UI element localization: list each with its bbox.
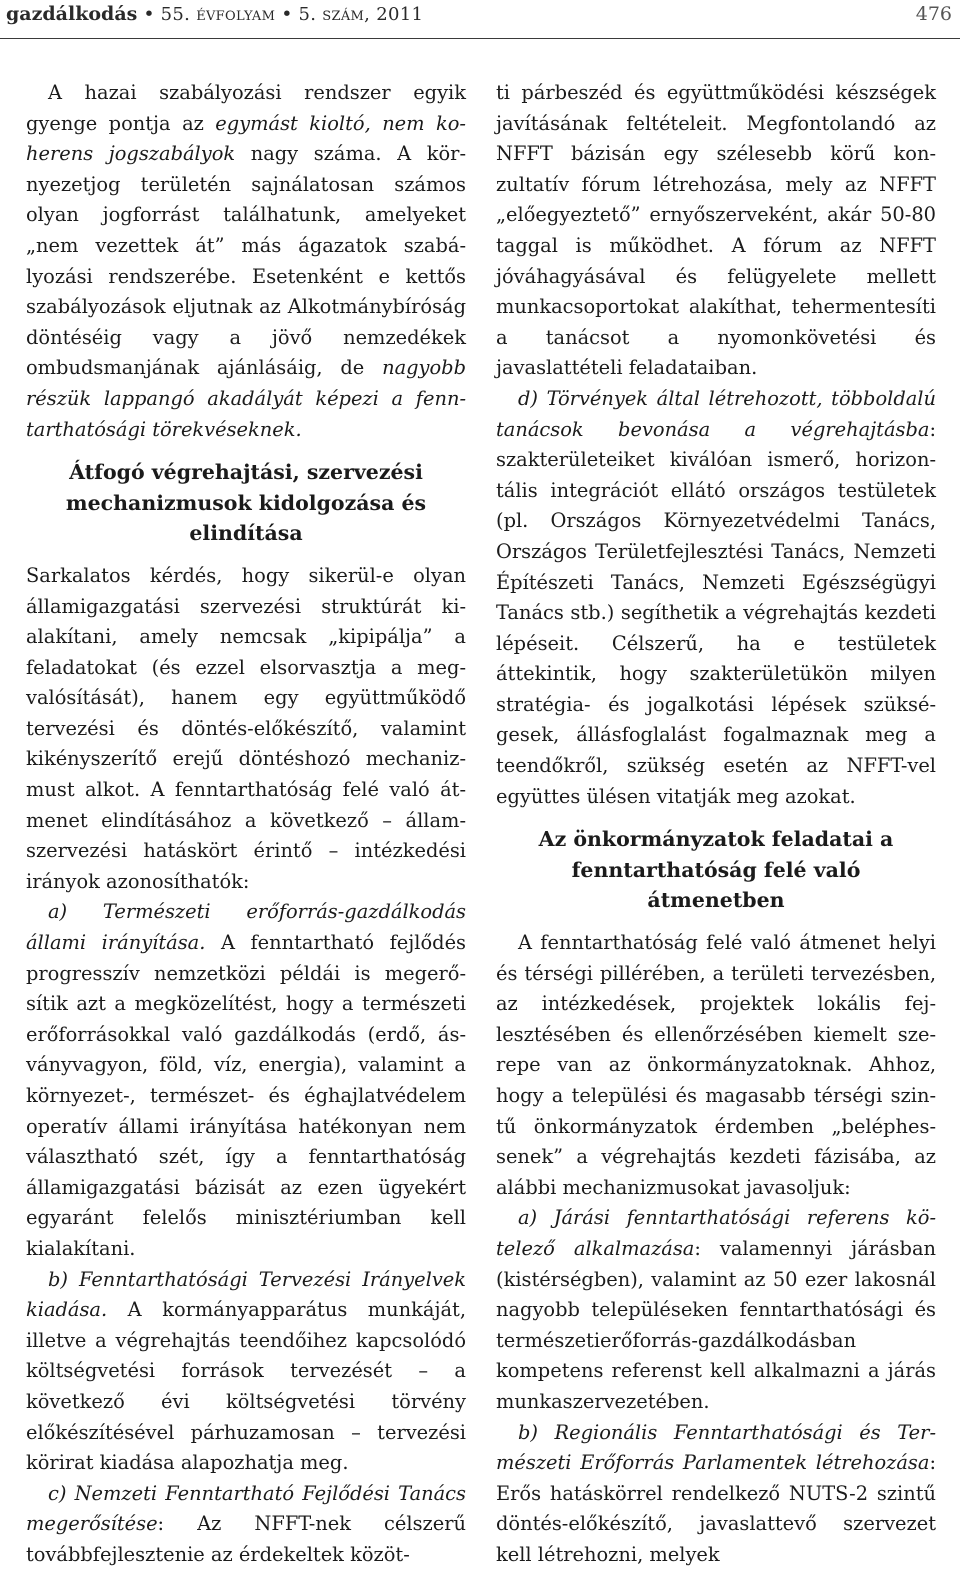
section-heading: Átfogó végrehajtási, szervezési mechanizmusok kidolgozása és elindítása: [65, 460, 427, 546]
separator: •: [137, 3, 161, 25]
separator: •: [275, 3, 299, 25]
text-run: : szakterületeiket kiválóan ismerő, horizontális integrációt ellátó országos testületek (pl. Országos Környezetvédelmi Tanács, Országos Területfejlesztési Tanács, Nemzeti Építészeti Tanács, Nemzeti Egészségügyi Tanács stb.) segíthetik a végrehajtás kezdeti lépéseit. Célszerű, ha e testületek áttekintik, hogy szakterületükön milyen stratégia- és jogalkotási lépések szükségesek, állásfoglalást fogalmaznak meg a teendőkről, szükség esetén az NFFT-vel együttes ülésen vitatják meg azokat.: [496, 417, 936, 808]
paragraph: [496, 1418, 936, 1571]
emphasis: egymást kioltó, nem koherens jogszabályok: [26, 111, 466, 166]
text-run: : Az NFFT-nek célszerű továbbfejlesztenie az érdekeltek közöt-: [26, 1512, 466, 1566]
header-rule: [0, 38, 960, 39]
issue-label: 5. szám, 2011: [298, 4, 424, 25]
paragraph: A fenntarthatóság felé való átmenet helyi és térségi pillérében, a területi tervezésben, az intézkedések, projektek lokális fejlesztésében és ellenőrzésében kiemelt szerepe van az önkormányzatoknak. Ahhoz, hogy a települési és magasabb térségi szintű önkormányzatok érdemben „beléphessenek” a végrehajtás kezdeti fázisába, az alábbi mechanizmusokat javasoljuk:: [496, 931, 936, 1199]
text-run: : valamennyi járásban (kistérségben), valamint az 50 ezer lakosnál nagyobb településeken fenntarthatósági és természetierőforrás-gazdálkodásban kompetens referenst kell alkalmazni a járás munkaszervezetében.: [496, 1236, 936, 1413]
right-column: [496, 78, 936, 1571]
emphasis: c) Nemzeti Fenntartható Fejlődési Tanács megerősítése: [26, 1481, 466, 1536]
emphasis: nagyobb részük lappangó akadályát képezi a fenntarthatósági törekvéseknek.: [26, 356, 466, 441]
paragraph: [496, 384, 936, 812]
page-number: 476: [915, 3, 952, 25]
paragraph: Sarkalatos kérdés, hogy sikerül-e olyan államigazgatási szervezési struktúrát kialakítani, amely nemcsak „kipipálja” a feladatokat (és ezzel elsorvasztja a megvalósítását), hanem egy együttműködő tervezési és döntés-előkészítő, valamint kikényszerítő erejű döntéshozó mechanizmust alkot. A fenntarthatóság felé való átmenet elindításához a következő – államszervezési hatáskört érintő – intézkedési irányok azonosíthatók:: [26, 563, 466, 893]
text-run: A kormányapparátus munkáját, illetve a végrehajtás teendőihez kapcsolódó költségvetési források tervezését – a következő évi költségvetési törvény előkészítésével párhuzamosan – tervezési körirat kiadása alapozhatja meg.: [26, 1298, 466, 1475]
text-run: A hazai szabályozási rendszer egyik gyenge pontja az: [26, 81, 466, 135]
paragraph: [26, 1479, 466, 1571]
paragraph: [496, 1203, 936, 1417]
left-column: [26, 78, 466, 1571]
text-run: nagy száma. A környezetjog területén sajnálatosan számos olyan jogforrást találhatunk, amelyeket „nem vezettek át” más ágazatok szabályozási rendszerébe. Esetenként e kettős szabályozások eljutnak az Alkotmánybíróság döntéséig vagy a jövő nemzedékek ombudsmanjának ajánlásáig, de: [26, 142, 466, 380]
paragraph: [26, 78, 466, 445]
emphasis: d) Törvények által létrehozott, többoldalú tanácsok bevonása a végrehajtásba: [496, 386, 936, 441]
text-run: : Erős hatáskörrel rendelkező NUTS-2 szintű döntés-előkészítő, javaslattevő szervezet kell létrehozni, melyek: [496, 1451, 936, 1566]
paragraph: [26, 897, 466, 1264]
emphasis: a) Természeti erőforrás-gazdálkodás állami irányítása.: [26, 900, 466, 955]
emphasis: b) Fenntarthatósági Tervezési Irányelvek kiadása.: [26, 1267, 466, 1322]
running-head: [6, 3, 423, 25]
volume-label: 55. évfolyam: [160, 4, 276, 25]
page-header: [0, 0, 960, 36]
paragraph: ti párbeszéd és együttműködési készségek javításának feltételeit. Megfontolandó az NFFT bázisán egy szélesebb körű konzultatív fórum létrehozása, mely az NFFT „előegyeztető” ernyőszerveként, akár 50-80 taggal is működhet. A fórum az NFFT jóváhagyásával és felügyelete mellett munkacsoportokat alakíthat, tehermentesíti a tanácsot a nyomonkövetési és javaslattételi feladataiban.: [496, 81, 936, 380]
emphasis: a) Járási fenntarthatósági referens kötelező alkalmazása: [496, 1206, 936, 1260]
journal-name: gazdálkodás: [6, 3, 138, 25]
emphasis: b) Regionális Fenntarthatósági és Természeti Erőforrás Parlamentek létrehozása: [496, 1420, 936, 1475]
paragraph: [26, 1265, 466, 1479]
section-heading: Az önkormányzatok feladatai a fenntarthatóság felé való átmenetben: [538, 827, 894, 913]
text-run: A fenntartható fejlődés progresszív nemzetközi példái is megerősítik azt a megközelítést, hogy a természeti erőforrásokkal való gazdálkodás (erdő, ásványvagyon, föld, víz, energia), valamint a környezet-, természet- és éghajlatvédelem operatív állami irányítása hatékonyan nem választható szét, így a fenntarthatóság államigazgatási bázisát az ezen ügyekért egyaránt felelős minisztériumban kell kialakítani.: [26, 931, 467, 1260]
